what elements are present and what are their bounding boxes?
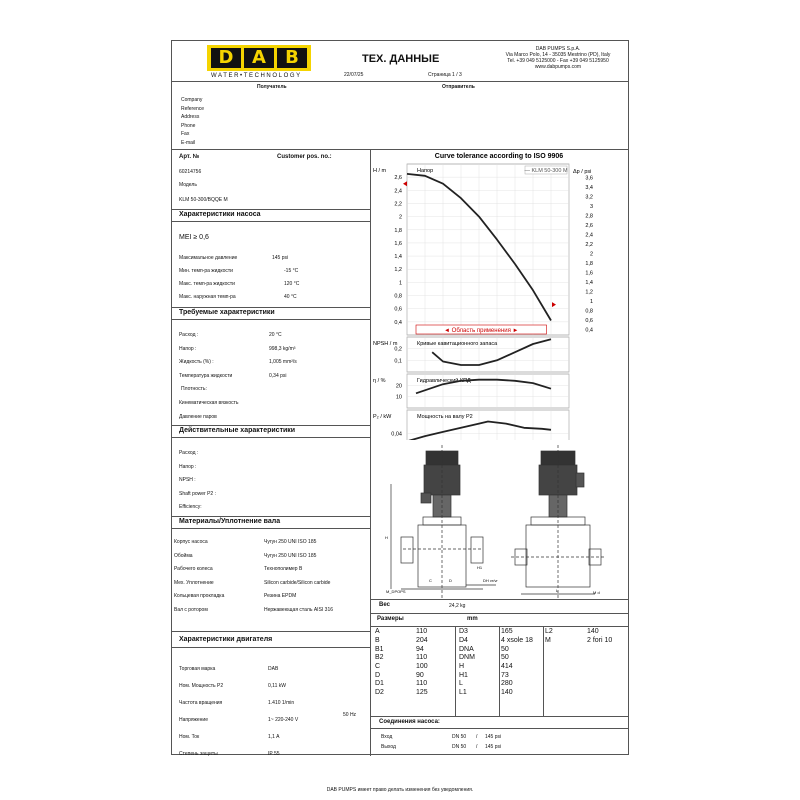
value-mech-seal: Silicon carbide/Silicon carbide: [264, 579, 331, 586]
logo-letter-d: D: [211, 48, 241, 68]
pump-chars-title: Характеристики насоса: [179, 211, 261, 218]
dimension-key: H1: [459, 671, 468, 679]
divider: [172, 81, 628, 82]
dimension-value: 110: [416, 628, 428, 636]
head-tick-label: 1,4: [394, 254, 402, 261]
npsh-tick-label: 0,1: [394, 358, 402, 365]
field-fax: Fax: [181, 131, 190, 137]
outlet-separator: /: [476, 744, 478, 750]
head-right-tick-label: 0,8: [585, 308, 593, 315]
materials-title: Материалы/Уплотнение вала: [179, 518, 281, 525]
doc-date: 22/07/25: [344, 72, 364, 78]
head-series-label: Напор: [417, 168, 434, 174]
page-number: Страница 1 / 3: [428, 72, 462, 78]
actual-labels: [179, 447, 216, 515]
dimension-value: [585, 680, 625, 689]
label-nominal-power: Ном. Мощность P2: [179, 683, 224, 689]
label-dim-md: M d: [593, 590, 600, 595]
head-right-tick-label: 1,4: [585, 280, 593, 286]
divider: [172, 528, 370, 529]
value-impeller: Технополимер B: [264, 566, 303, 572]
value-nominal-power: 0,11 kW: [268, 683, 286, 689]
label-dim-d: D: [449, 578, 452, 583]
dimension-key: [543, 663, 585, 672]
head-tick-label: 1: [398, 280, 402, 287]
connections-labels: [381, 732, 396, 752]
label-max-pressure: Максимальное давление: [179, 255, 238, 261]
chart-title: Curve tolerance according to ISO 9906: [434, 153, 564, 160]
pump-chars-labels: [179, 252, 237, 304]
connections-dn: [452, 732, 466, 752]
efficiency-tick-label: 20: [395, 383, 402, 390]
npsh-series-label: Кривые кавитационного запаса: [417, 341, 498, 347]
page-title: ТЕХ. ДАННЫЕ: [362, 53, 440, 65]
connections-title: Соединения насоса:: [379, 719, 440, 725]
logo-letter-a: A: [244, 48, 274, 68]
npsh-ylabel: NPSH / m: [373, 341, 398, 347]
label-o-ring: Кольцевая прокладка: [174, 593, 225, 599]
head-tick-label: 2,6: [394, 175, 402, 182]
dimensions-label: Размеры: [377, 616, 404, 622]
dimension-key: L2: [545, 628, 553, 636]
tolerance-marker-left: [403, 181, 407, 186]
value-shaft: Нержавеющая сталь AISI 316: [264, 606, 334, 613]
head-tick-label: 2: [398, 214, 402, 221]
dimension-value: 94: [416, 645, 424, 653]
model-label: Модель: [179, 182, 197, 188]
label-dim-l: L: [556, 588, 559, 593]
dimension-key: [543, 671, 585, 680]
materials-labels: [174, 536, 224, 617]
dimension-value: 50: [501, 654, 509, 662]
label-voltage: Напряжение: [179, 717, 208, 723]
label-actual-flow: Расход :: [179, 450, 199, 456]
label-density: Плотность:: [181, 386, 207, 393]
label-viscosity: Кинематическая вязкость: [179, 399, 239, 406]
field-company: Company: [181, 97, 203, 103]
dimension-key: DNM: [459, 654, 475, 662]
performance-chart-svg: [371, 150, 628, 440]
head-right-tick-label: 1,6: [585, 270, 593, 277]
footer-note: DAB PUMPS имеет право делать изменения без уведомления.: [326, 787, 474, 793]
label-actual-efficiency: Efficiency:: [179, 504, 202, 510]
company-address: Via Marco Polo, 14 - 35035 Mestrino (PD), Italy: [505, 52, 611, 58]
value-inlet-psi: 145 psi: [485, 734, 502, 740]
datasheet: [171, 40, 629, 755]
weight-value: 24,2 kg: [449, 603, 466, 609]
materials-values: [264, 536, 333, 617]
head-right-tick-label: 1: [589, 299, 593, 305]
dimension-key: M: [545, 637, 551, 645]
divider: [370, 728, 628, 729]
value-voltage: 1~ 220-240 V: [268, 717, 299, 723]
dimension-key: D: [375, 671, 381, 679]
weight-label: Вес: [379, 602, 390, 608]
dimension-value: 125: [416, 689, 428, 697]
label-dim-dh: DH vr/vr: [483, 578, 498, 583]
head-right-tick-label: 3,6: [585, 175, 593, 182]
label-mech-seal: Мех. Уплотнение: [174, 579, 214, 586]
head-tick-label: 0,8: [394, 293, 402, 300]
dimension-value: 2 fori 10: [587, 637, 613, 645]
receiver-label: Получатель: [257, 84, 287, 90]
application-range-label: ◄ Область применения ►: [444, 328, 519, 334]
value-viscosity: 1,005 mm²/s: [269, 359, 297, 366]
value-vapor-pressure: 0,34 psi: [269, 372, 287, 379]
dimension-value: 140: [501, 689, 513, 697]
connections-sep: [476, 732, 477, 752]
divider: [172, 221, 370, 222]
head-right-tick-label: 3,2: [585, 194, 593, 201]
label-actual-head: Напор :: [179, 463, 197, 470]
dimension-value: 110: [416, 654, 428, 662]
head-tick-label: 0,4: [394, 319, 402, 326]
value-max-ambient: 40 °C: [284, 294, 297, 300]
head-right-tick-label: 2: [589, 251, 593, 258]
art-number: 60214756: [179, 169, 202, 175]
legend-label: — KLM 50-300 M: [524, 168, 568, 174]
dimension-key: H: [459, 663, 465, 671]
label-actual-npsh: NPSH :: [179, 477, 196, 483]
value-min-temp: -15 °C: [284, 268, 299, 274]
value-current: 1,1 A: [268, 734, 280, 740]
efficiency-tick-label: 10: [395, 394, 402, 401]
side-view: [511, 445, 606, 599]
label-liquid: Жидкость (%) :: [179, 359, 214, 366]
value-o-ring: Резина EPDM: [264, 593, 297, 599]
company-web: www.dabpumps.com: [534, 64, 582, 70]
inlet-separator: /: [476, 734, 478, 740]
label-min-temp: Мин. темп-ра жидкости: [179, 268, 233, 274]
label-outlet: Выход: [381, 744, 396, 750]
head-right-tick-label: 0,6: [585, 318, 593, 324]
field-reference: Reference: [181, 105, 205, 112]
dimension-key: [543, 645, 585, 654]
dimension-value: [585, 671, 625, 680]
dimension-value: [585, 663, 625, 672]
label-dim-mdpops: M_DPOPS: [386, 589, 406, 594]
head-right-ylabel: Δp / psi: [573, 169, 592, 175]
dimension-key: B1: [375, 645, 384, 653]
efficiency-series-label: Гидравлический КПД: [417, 378, 471, 384]
dimension-value: [585, 645, 625, 654]
dimension-key: DNA: [459, 645, 474, 653]
dimension-value: 110: [416, 680, 428, 688]
mei-value: MEI ≥ 0,6: [179, 234, 209, 241]
dimension-value: [585, 654, 625, 663]
label-head: Напор :: [179, 345, 197, 352]
divider: [172, 516, 370, 517]
dimension-key: D1: [375, 680, 384, 688]
company-phone: Tel. +39 049 5125000 - Fax +39 049 5125950: [507, 58, 609, 64]
dimension-value: [585, 689, 625, 698]
motor-labels: [179, 661, 223, 763]
dimension-key: B2: [375, 654, 384, 662]
value-pump-body: Чугун 250 UNI ISO 185: [264, 539, 317, 545]
outlet-flange: [471, 537, 483, 563]
pump-chars-values: [272, 252, 299, 304]
head-tick-label: 2,2: [394, 201, 402, 208]
sender-label: Отправитель: [442, 84, 475, 90]
divider: [172, 647, 370, 648]
actual-title: Действительные характеристики: [179, 427, 296, 434]
model-value: KLM 50-300/BQQE M: [179, 197, 228, 203]
customer-label: Customer pos. no.:: [277, 154, 332, 160]
label-vapor-pressure: Давление паров: [179, 413, 217, 420]
performance-chart: [371, 150, 628, 445]
dimension-key: L1: [459, 689, 467, 697]
label-dim-h: H: [385, 535, 388, 540]
dimension-key: C: [375, 663, 381, 671]
side-terminal-box: [576, 473, 584, 487]
dimension-key: [543, 689, 585, 698]
inlet-flange: [401, 537, 413, 563]
dims-divider: [455, 626, 456, 716]
value-protection: IP 55: [268, 751, 280, 757]
dimension-value: 140: [587, 628, 599, 636]
label-dim-h1: H1: [477, 565, 483, 570]
head-right-tick-label: 2,4: [585, 232, 593, 239]
company-info: [492, 46, 624, 70]
dimension-key: A: [375, 628, 380, 636]
head-tick-label: 1,8: [394, 227, 402, 234]
motor-title: Характеристики двигателя: [179, 636, 273, 643]
dimension-value: 90: [416, 671, 424, 679]
label-protection: Степень защиты: [179, 751, 218, 757]
connections-psi: [485, 732, 501, 752]
dimension-value: 73: [501, 671, 509, 679]
dimension-value: 4 xsole 18: [501, 637, 533, 645]
head-tick-label: 2,4: [394, 188, 402, 195]
logo-letter-b: B: [277, 48, 307, 68]
value-liquid-temp: 20 °C: [269, 332, 282, 338]
dims-divider: [543, 626, 544, 716]
front-view: [391, 445, 496, 599]
dimension-value: 100: [416, 663, 428, 671]
dimension-value: 414: [501, 663, 513, 671]
pump-drawing-svg: [371, 439, 628, 599]
value-outlet-dn: DN 50: [452, 744, 467, 750]
logo-subtitle: WATER•TECHNOLOGY: [211, 73, 302, 79]
side-outlet-flange: [589, 549, 601, 565]
value-outlet-psi: 145 psi: [485, 744, 502, 750]
label-dim-c: C: [429, 578, 432, 583]
efficiency-ylabel: η / %: [373, 378, 386, 384]
divider: [172, 437, 370, 438]
field-email: E-mail: [181, 139, 196, 146]
value-speed: 1.410 1/min: [268, 700, 295, 706]
head-right-tick-label: 3,4: [585, 185, 593, 191]
label-liquid-temp: Температура жидкости: [179, 372, 233, 379]
label-current: Ном. Ток: [179, 734, 200, 740]
dimensions-unit: mm: [467, 616, 478, 622]
power-tick-label: 0,04: [391, 431, 402, 438]
label-impeller: Рабочего колеса: [174, 566, 213, 572]
label-shaft: Вал с ротором: [174, 606, 208, 613]
npsh-tick-label: 0,2: [394, 346, 402, 353]
divider: [172, 209, 370, 210]
motor-values: [268, 661, 298, 763]
dimension-key: B: [375, 637, 380, 645]
power-series-label: Мощность на валу P2: [417, 414, 473, 420]
contact-fields: [181, 96, 204, 147]
head-right-tick-label: 1,2: [585, 289, 593, 296]
divider: [172, 425, 370, 426]
label-max-ambient: Макс. наружная темп-ра: [179, 294, 236, 300]
label-max-temp: Макс. темп-ра жидкости: [179, 281, 235, 287]
value-casing: Чугун 250 UNI ISO 185: [264, 552, 317, 559]
head-tick-label: 0,6: [394, 306, 402, 313]
dimension-value: 204: [416, 637, 428, 645]
divider: [370, 599, 628, 600]
head-right-tick-label: 0,4: [585, 327, 593, 334]
power-ylabel: P₂ / kW: [373, 414, 392, 420]
required-values: [269, 329, 297, 383]
terminal-box: [421, 493, 431, 503]
art-label: Арт. №: [179, 154, 200, 160]
label-flow: Расход :: [179, 332, 199, 338]
dimension-key: D3: [459, 628, 468, 636]
divider: [172, 631, 370, 632]
dimension-value: 280: [501, 680, 513, 688]
value-density: 998,3 kg/m³: [269, 345, 296, 352]
required-title: Требуемые характеристики: [179, 309, 275, 316]
dimension-key: [543, 680, 585, 689]
dimension-key: D4: [459, 637, 468, 645]
divider: [370, 613, 628, 614]
pump-drawing: [371, 439, 628, 604]
head-right-tick-label: 2,2: [585, 242, 593, 248]
value-max-temp: 120 °C: [284, 281, 300, 287]
head-tick-label: 1,2: [394, 267, 402, 274]
label-actual-power: Shaft power P2 :: [179, 490, 216, 497]
divider: [172, 319, 370, 320]
company-name: DAB PUMPS S.p.A.: [535, 46, 581, 52]
head-right-tick-label: 1,8: [585, 261, 593, 267]
value-max-pressure: 145 psi: [272, 255, 289, 261]
label-inlet: Вход: [381, 734, 393, 740]
head-right-tick-label: 3: [589, 204, 593, 210]
label-casing: Обойма: [174, 552, 193, 559]
dab-logo: [207, 45, 311, 79]
dimension-key: L: [459, 680, 463, 688]
divider: [172, 307, 370, 308]
head-tick-label: 1,6: [394, 240, 402, 247]
dimension-key: [543, 654, 585, 663]
value-frequency: 50 Hz: [343, 712, 357, 718]
head-ylabel: H / m: [373, 168, 387, 174]
dims-divider: [499, 626, 500, 716]
value-brand: DAB: [268, 666, 279, 672]
required-labels: [179, 329, 239, 424]
field-phone: Phone: [181, 122, 196, 129]
dimension-value: 50: [501, 645, 509, 653]
dimension-key: D2: [375, 689, 384, 697]
label-brand: Торговая марка: [179, 666, 216, 672]
head-right-tick-label: 2,6: [585, 223, 593, 229]
dimension-value: 165: [501, 628, 513, 636]
label-pump-body: Корпус насоса: [174, 539, 208, 545]
field-address: Address: [181, 114, 200, 120]
head-right-tick-label: 2,8: [585, 213, 593, 220]
tolerance-marker-right: [552, 302, 556, 307]
value-inlet-dn: DN 50: [452, 734, 467, 740]
label-speed: Частота вращения: [179, 700, 223, 706]
divider: [370, 716, 628, 717]
